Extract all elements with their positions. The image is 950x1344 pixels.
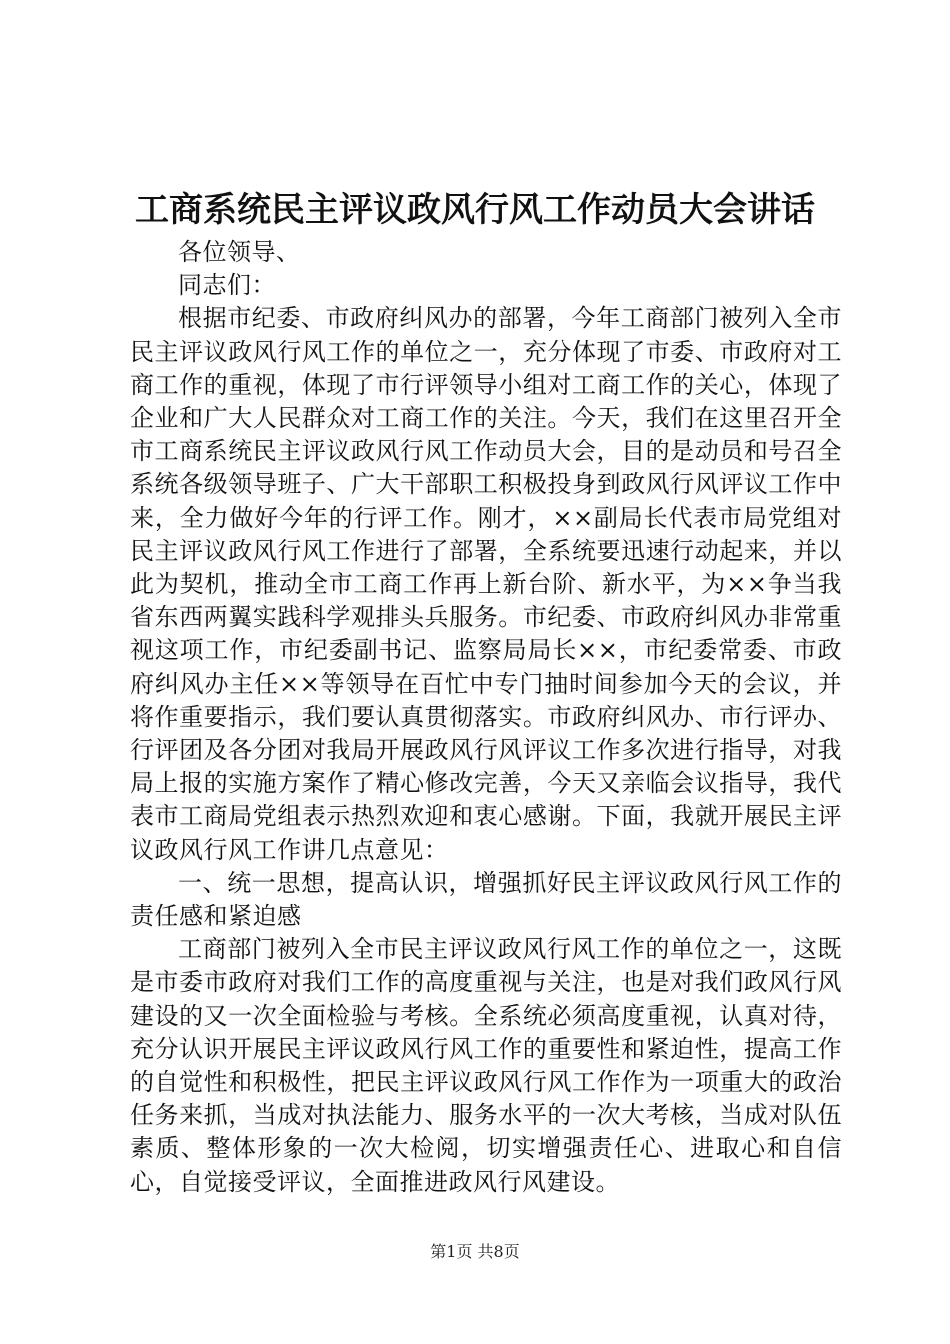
section-heading: 一、统一思想，提高认识，增强抓好民主评议政风行风工作的责任感和紧迫感: [130, 868, 842, 931]
document-body: [130, 236, 842, 1199]
body-paragraph: 根据市纪委、市政府纠风办的部署，今年工商部门被列入全市民主评议政风行风工作的单位之一，充分体现了市委、市政府对工商工作的重视，体现了市行评领导小组对工商工作的关心，体现了企业和广大人民群众对工商工作的关注。今天，我们在这里召开全市工商系统民主评议政风行风工作动员大会，目的是动员和号召全系统各级领导班子、广大干部职工积极投身到政风行风评议工作中来，全力做好今年的行评工作。刚才，××副局长代表市局党组对民主评议政风行风工作进行了部署，全系统要迅速行动起来，并以此为契机，推动全市工商工作再上新台阶、新水平，为××争当我省东西两翼实践科学观排头兵服务。市纪委、市政府纠风办非常重视这项工作，市纪委副书记、监察局局长××，市纪委常委、市政府纠风办主任××等领导在百忙中专门抽时间参加今天的会议，并将作重要指示，我们要认真贯彻落实。市政府纠风办、市行评办、行评团及各分团对我局开展政风行风评议工作多次进行指导，对我局上报的实施方案作了精心修改完善，今天又亲临会议指导，我代表市工商局党组表示热烈欢迎和衷心感谢。下面，我就开展民主评议政风行风工作讲几点意见：: [130, 304, 842, 864]
page-number-footer: 第1页 共8页: [430, 1242, 520, 1261]
salutation-line-2: 同志们：: [178, 271, 276, 300]
body-paragraph: 工商部门被列入全市民主评议政风行风工作的单位之一，这既是市委市政府对我们工作的高度重视与关注，也是对我们政风行风建设的又一次全面检验与考核。全系统必须高度重视，认真对待，充分认识开展民主评议政风行风工作的重要性和紧迫性，提高工作的自觉性和积极性，把民主评议政风行风工作作为一项重大的政治任务来抓，当成对执法能力、服务水平的一次大考核，当成对队伍素质、整体形象的一次大检阅，切实增强责任心、进取心和自信心，自觉接受评议，全面推进政风行风建设。: [130, 935, 842, 1196]
salutation-line-1: 各位领导、: [178, 238, 301, 266]
document-title: 工商系统民主评议政风行风工作动员大会讲话: [135, 190, 815, 230]
